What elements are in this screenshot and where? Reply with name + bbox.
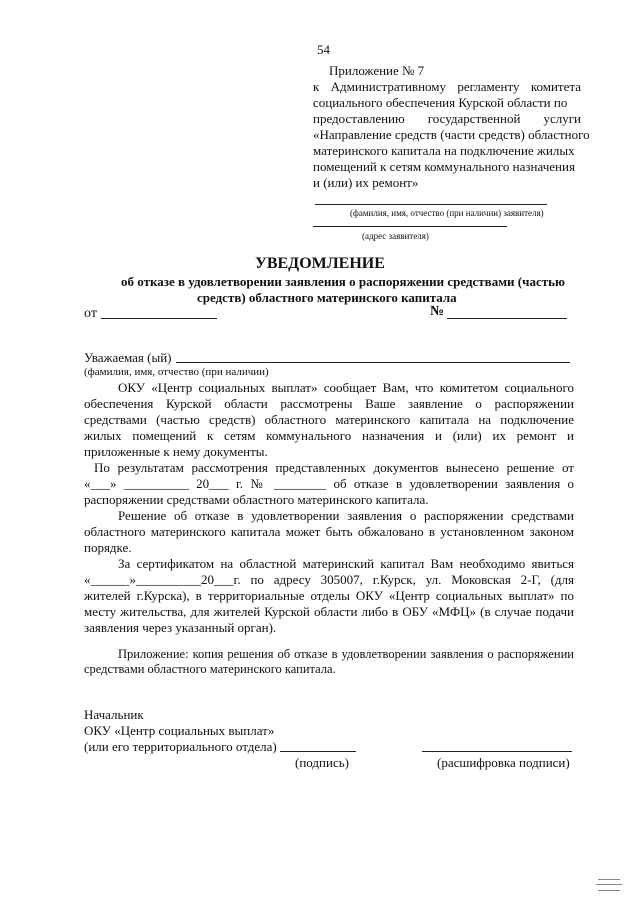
signature-decode-line (422, 751, 572, 752)
document-subtitle-line: об отказе в удовлетворении заявления о распоряжении средствами (частью (121, 274, 565, 289)
applicant-address-line (313, 226, 507, 227)
paragraph-line: месту жительства, для жителей Курской области либо в ОБУ «МФЦ» (в случае подачи (84, 604, 574, 619)
paragraph-line: За сертификатом на областной материнский капитал Вам необходимо явиться (118, 556, 574, 571)
applicant-name-caption: (фамилия, имя, отчество (при наличии) заявителя) (350, 208, 544, 218)
signatory-org: ОКУ «Центр социальных выплат» (84, 723, 275, 738)
addressee-caption: (фамилия, имя, отчество (при наличии) (84, 366, 269, 378)
paragraph-line: средствами (частью средств) областного материнского капитала на подключение (84, 412, 574, 427)
applicant-name-line (315, 204, 547, 205)
paragraph-line: распоряжении средствами областного материнского капитала. (84, 492, 429, 507)
appendix-line: «Направление средств (части средств) областного (313, 127, 590, 142)
paragraph-line: жилых помещений к сетям коммунального назначения и (или) их ремонт и (84, 428, 574, 443)
document-subtitle-line: средств) областного материнского капитала (197, 290, 457, 305)
signatory-suborg: (или его территориального отдела) (84, 739, 277, 754)
appendix-line: к Административному регламенту комитета (313, 79, 581, 94)
scan-mark (596, 884, 622, 885)
paragraph-line: обеспечения Курской области рассмотрены Ваше заявление о распоряжении (84, 396, 574, 411)
paragraph-line: приложенные к нему документы. (84, 444, 268, 459)
signature-caption: (подпись) (295, 755, 349, 770)
appendix-line: социального обеспечения Курской области по (313, 95, 568, 110)
paragraph-line: По результатам рассмотрения представленных документов вынесено решение от (94, 460, 574, 475)
number-label: № (430, 304, 445, 319)
page-number: 54 (317, 42, 330, 57)
paragraph-line: порядке. (84, 540, 132, 555)
signatory-title: Начальник (84, 707, 144, 722)
scan-mark (598, 879, 620, 880)
document-title: УВЕДОМЛЕНИЕ (255, 255, 385, 272)
date-field-line (101, 318, 217, 319)
appendix-line: помещений к сетям коммунального назначения (313, 159, 575, 174)
appendix-title: Приложение № 7 (329, 63, 425, 78)
appendix-line: предоставлению государственной услуги (313, 111, 581, 126)
appendix-line: материнского капитала на подключение жилых (313, 143, 575, 158)
paragraph-line: «___» __________ 20___ г. № ________ об отказе в удовлетворении заявления о (84, 476, 574, 491)
paragraph-line: областного материнского капитала может быть обжаловано в установленном законом (84, 524, 574, 539)
paragraph-line: «______»__________20___г. по адресу 305007, г.Курск, ул. Моковская 2-Г, (для (84, 572, 574, 587)
paragraph-line: заявления через указанный орган). (84, 620, 277, 635)
salutation: Уважаемая (ый) (84, 350, 172, 365)
appendix-line: и (или) их ремонт» (313, 175, 419, 190)
attachment-line: средствами областного материнского капитала. (84, 662, 336, 676)
signature-decode-caption: (расшифровка подписи) (437, 755, 570, 770)
signature-line (280, 751, 356, 752)
scan-mark (598, 890, 620, 891)
addressee-name-line (176, 362, 570, 363)
number-field-line (447, 318, 567, 319)
attachment-line: Приложение: копия решения об отказе в удовлетворении заявления о распоряжении (118, 647, 574, 661)
paragraph-line: жителей г.Курска), в территориальные отделы ОКУ «Центр социальных выплат» по (84, 588, 574, 603)
applicant-address-caption: (адрес заявителя) (362, 231, 429, 241)
paragraph-line: ОКУ «Центр социальных выплат» сообщает Вам, что комитетом социального (118, 380, 574, 395)
from-label: от (84, 306, 97, 321)
paragraph-line: Решение об отказе в удовлетворении заявления о распоряжении средствами (118, 508, 574, 523)
